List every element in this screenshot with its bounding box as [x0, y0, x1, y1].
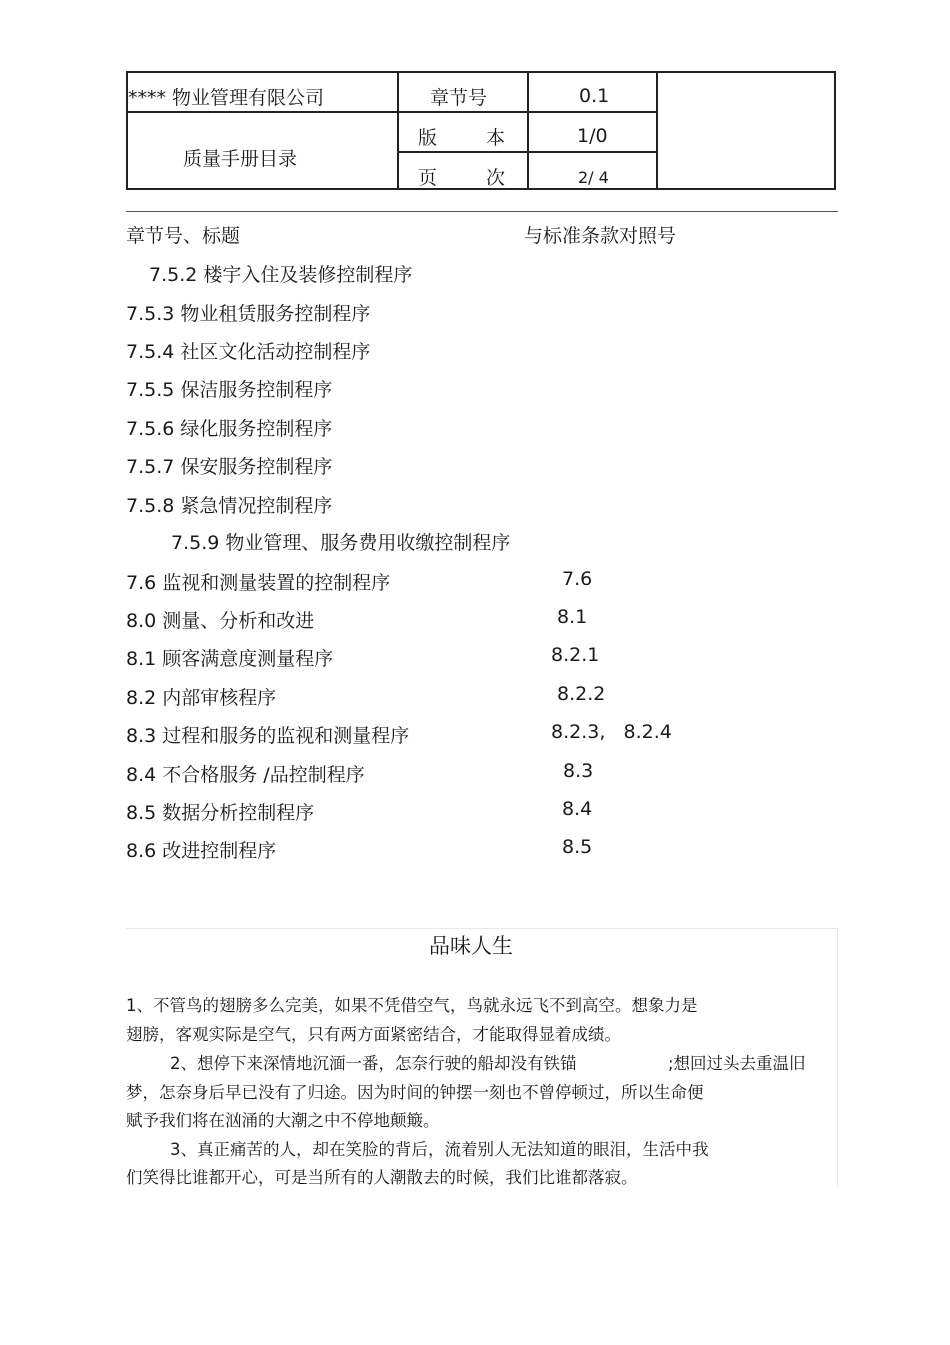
- chapter-value: 0.1: [579, 85, 610, 107]
- toc-reference: 8.2.1: [551, 644, 600, 666]
- essay-line: 翅膀，客观实际是空气，只有两方面紧密结合，才能取得显着成绩。: [126, 1025, 621, 1044]
- page-label-a: 页: [418, 167, 438, 189]
- column-heading-title: 章节号、标题: [126, 225, 241, 247]
- version-value: 1/0: [577, 125, 608, 147]
- divider: [656, 73, 658, 188]
- header-table: [126, 71, 836, 190]
- toc-entry: 7.5.7 保安服务控制程序: [126, 456, 333, 478]
- toc-reference: 8.2.3, 8.2.4: [551, 721, 672, 743]
- toc-reference: 8.3: [563, 760, 594, 782]
- page-label-b: 次: [486, 167, 506, 189]
- toc-entry: 7.5.8 紧急情况控制程序: [126, 495, 333, 517]
- toc-entry: 8.5 数据分析控制程序: [126, 802, 315, 824]
- toc-reference: 7.6: [562, 568, 593, 590]
- divider: [527, 73, 529, 188]
- toc-entry: 7.5.9 物业管理、服务费用收缴控制程序: [171, 532, 511, 554]
- company-name: **** 物业管理有限公司: [128, 87, 325, 109]
- toc-entry: 8.3 过程和服务的监视和测量程序: [126, 725, 410, 747]
- separator-line: [126, 211, 838, 212]
- toc-entry: 7.5.5 保洁服务控制程序: [126, 379, 333, 401]
- toc-reference: 8.1: [557, 606, 588, 628]
- toc-entry: 8.1 顾客满意度测量程序: [126, 648, 334, 670]
- essay-title: 品味人生: [429, 934, 513, 958]
- essay-line: 3、真正痛苦的人，却在笑脸的背后，流着别人无法知道的眼泪，生活中我: [170, 1140, 709, 1159]
- essay-line: 赋予我们将在汹涌的大潮之中不停地颠簸。: [126, 1111, 440, 1130]
- toc-entry: 8.6 改进控制程序: [126, 840, 277, 862]
- version-label-a: 版: [418, 127, 438, 149]
- toc-entry: 7.5.3 物业租赁服务控制程序: [126, 303, 371, 325]
- divider: [397, 151, 656, 153]
- essay-line: 们笑得比谁都开心，可是当所有的人潮散去的时候，我们比谁都落寂。: [126, 1168, 638, 1187]
- column-heading-reference: 与标准条款对照号: [524, 225, 677, 247]
- toc-reference: 8.4: [562, 798, 593, 820]
- toc-entry: 7.5.2 楼宇入住及装修控制程序: [149, 264, 413, 286]
- version-label-b: 本: [486, 127, 506, 149]
- toc-reference: 8.2.2: [557, 683, 606, 705]
- document-title: 质量手册目录: [183, 148, 298, 170]
- toc-entry: 7.5.6 绿化服务控制程序: [126, 418, 333, 440]
- divider: [397, 73, 399, 188]
- toc-entry: 8.2 内部审核程序: [126, 687, 277, 709]
- toc-reference: 8.5: [562, 836, 593, 858]
- toc-entry: 7.6 监视和测量装置的控制程序: [126, 572, 391, 594]
- toc-entry: 7.5.4 社区文化活动控制程序: [126, 341, 371, 363]
- page-value: 2/ 4: [578, 168, 609, 187]
- toc-entry: 8.0 测量、分析和改进: [126, 610, 315, 632]
- toc-entry: 8.4 不合格服务 /品控制程序: [126, 764, 365, 786]
- essay-line: 1、不管鸟的翅膀多么完美，如果不凭借空气，鸟就永远飞不到高空。想象力是: [126, 996, 698, 1015]
- divider: [128, 111, 397, 113]
- essay-line: ;想回过头去重温旧: [668, 1054, 806, 1073]
- essay-line: 2、想停下来深情地沉湎一番，怎奈行驶的船却没有铁锚: [170, 1054, 577, 1073]
- chapter-label: 章节号: [430, 87, 488, 109]
- essay-line: 梦，怎奈身后早已没有了归途。因为时间的钟摆一刻也不曾停顿过，所以生命便: [126, 1083, 704, 1102]
- divider: [397, 111, 656, 113]
